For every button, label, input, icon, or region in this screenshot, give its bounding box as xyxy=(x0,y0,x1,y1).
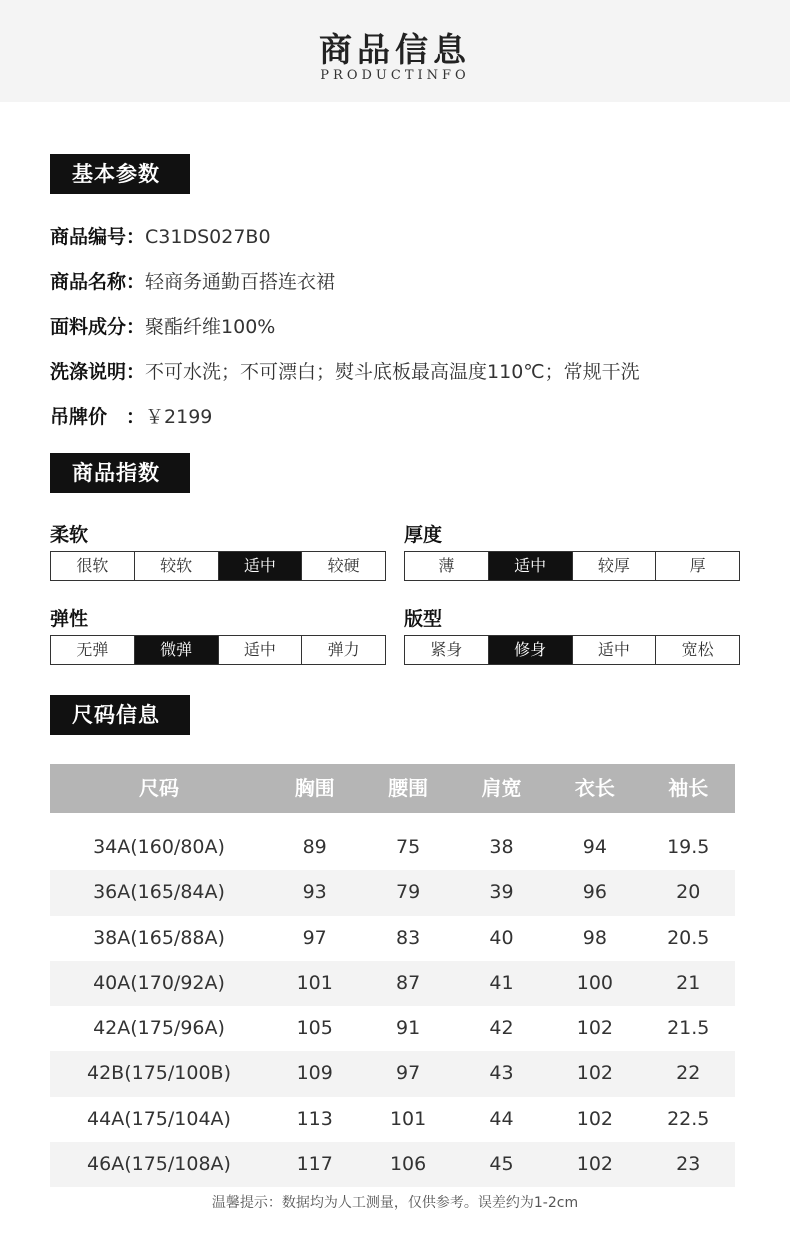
index-title-thickness: 厚度 xyxy=(404,524,443,546)
table-cell: 102 xyxy=(576,1107,613,1130)
table-row xyxy=(50,916,735,961)
index-option: 紧身 xyxy=(405,636,489,664)
param-value: 轻商务通勤百搭连衣裙 xyxy=(145,271,336,293)
table-cell: 42 xyxy=(489,1017,514,1040)
table-cell: 97 xyxy=(395,1062,421,1085)
index-option: 适中 xyxy=(219,636,303,664)
size-table xyxy=(50,764,735,1187)
table-cell: 105 xyxy=(296,1017,333,1040)
table-cell: 23 xyxy=(676,1153,701,1176)
column-header: 胸围 xyxy=(294,776,335,800)
measurement-note: 温馨提示：数据均为人工测量，仅供参考。误差约为1-2cm xyxy=(211,1195,579,1211)
param-row-washing xyxy=(50,357,640,384)
index-option: 适中 xyxy=(219,552,303,580)
column-header: 腰围 xyxy=(388,776,429,800)
page-subtitle: PRODUCTINFO xyxy=(320,68,470,83)
table-cell: 79 xyxy=(395,881,421,904)
section-size-info: 尺码信息 xyxy=(50,695,190,735)
column-header: 尺码 xyxy=(139,776,179,800)
table-cell: 83 xyxy=(395,926,421,949)
page-title: 商品信息 xyxy=(319,30,471,69)
param-row-name xyxy=(50,267,335,294)
index-option: 适中 xyxy=(573,636,657,664)
table-cell: 41 xyxy=(489,971,514,994)
table-cell: 102 xyxy=(576,1017,613,1040)
index-scale-softness xyxy=(50,551,386,581)
table-cell: 36A(165/84A) xyxy=(93,881,225,904)
size-table-header xyxy=(50,764,735,813)
table-row xyxy=(50,1097,735,1142)
table-cell: 40 xyxy=(489,926,514,949)
table-cell: 89 xyxy=(302,836,327,858)
param-key: 洗涤说明： xyxy=(50,361,146,383)
table-cell: 102 xyxy=(576,1153,613,1176)
table-cell: 20.5 xyxy=(667,926,710,949)
index-option: 很软 xyxy=(51,552,135,580)
table-row xyxy=(50,870,735,915)
table-cell: 109 xyxy=(296,1062,333,1085)
index-scale-thickness xyxy=(404,551,740,581)
index-option: 无弹 xyxy=(51,636,135,664)
index-option: 较软 xyxy=(135,552,219,580)
index-scale-elasticity xyxy=(50,635,386,665)
table-cell: 101 xyxy=(389,1107,427,1130)
table-cell: 102 xyxy=(576,1062,613,1085)
table-cell: 96 xyxy=(582,881,607,904)
size-table-body xyxy=(50,813,735,1187)
table-cell: 42A(175/96A) xyxy=(93,1017,225,1040)
page-header xyxy=(0,0,790,102)
table-cell: 42B(175/100B) xyxy=(86,1062,231,1085)
param-key: 商品编号： xyxy=(50,226,146,248)
index-option: 修身 xyxy=(489,636,573,664)
table-cell: 93 xyxy=(302,881,327,904)
index-option: 薄 xyxy=(405,552,489,580)
param-key: 吊牌价 ： xyxy=(50,406,146,428)
index-option: 厚 xyxy=(689,556,706,575)
index-option: 弹力 xyxy=(327,640,360,659)
column-header: 衣长 xyxy=(574,776,615,800)
table-cell: 94 xyxy=(582,836,607,858)
table-cell: 43 xyxy=(489,1062,514,1085)
table-cell: 34A(160/80A) xyxy=(93,836,225,858)
param-key: 面料成分： xyxy=(50,316,146,338)
param-key: 商品名称： xyxy=(50,271,146,293)
table-cell: 101 xyxy=(296,971,333,994)
table-row xyxy=(50,1142,735,1187)
table-cell: 98 xyxy=(582,926,607,949)
table-cell: 44A(175/104A) xyxy=(87,1107,231,1130)
index-option: 适中 xyxy=(489,552,573,580)
table-cell: 38A(165/88A) xyxy=(93,926,225,949)
table-cell: 100 xyxy=(576,971,613,994)
table-cell: 117 xyxy=(296,1153,333,1176)
section-product-index: 商品指数 xyxy=(50,453,190,493)
table-cell: 21.5 xyxy=(667,1017,710,1040)
param-value: 不可水洗；不可漂白；熨斗底板最高温度110℃；常规干洗 xyxy=(145,361,640,383)
table-cell: 21 xyxy=(676,971,701,994)
param-value: ￥2199 xyxy=(145,406,213,428)
index-title-softness: 柔软 xyxy=(50,524,89,546)
index-title-elasticity: 弹性 xyxy=(50,608,89,630)
table-cell: 38 xyxy=(489,836,514,858)
table-cell: 22 xyxy=(676,1062,701,1085)
param-value: C31DS027B0 xyxy=(145,226,271,248)
index-option: 微弹 xyxy=(135,636,219,664)
param-value: 聚酯纤维100% xyxy=(145,316,276,338)
index-option: 较厚 xyxy=(573,552,657,580)
table-cell: 20 xyxy=(676,881,701,904)
table-row xyxy=(50,961,735,1006)
index-title-fit: 版型 xyxy=(404,608,443,630)
table-cell: 87 xyxy=(395,971,421,994)
table-cell: 45 xyxy=(489,1153,514,1176)
table-row xyxy=(50,1051,735,1096)
table-cell: 46A(175/108A) xyxy=(87,1153,231,1176)
param-row-price xyxy=(50,402,212,429)
section-basic-params: 基本参数 xyxy=(50,154,190,194)
index-scale-fit xyxy=(404,635,740,665)
column-header: 袖长 xyxy=(668,776,709,800)
table-cell: 44 xyxy=(489,1107,514,1130)
column-header: 肩宽 xyxy=(481,776,522,800)
table-cell: 39 xyxy=(489,881,514,904)
index-option: 宽松 xyxy=(681,640,714,659)
table-cell: 22.5 xyxy=(667,1107,710,1130)
table-row xyxy=(50,825,735,870)
table-cell: 91 xyxy=(395,1017,421,1040)
table-cell: 106 xyxy=(389,1153,427,1176)
param-row-fabric xyxy=(50,312,275,339)
table-cell: 75 xyxy=(395,836,421,858)
table-cell: 19.5 xyxy=(667,836,710,858)
table-cell: 40A(170/92A) xyxy=(93,971,225,994)
table-cell: 97 xyxy=(302,926,327,949)
index-option: 较硬 xyxy=(327,556,360,575)
table-cell: 113 xyxy=(296,1107,333,1130)
param-row-sku xyxy=(50,222,271,249)
table-row xyxy=(50,1006,735,1051)
